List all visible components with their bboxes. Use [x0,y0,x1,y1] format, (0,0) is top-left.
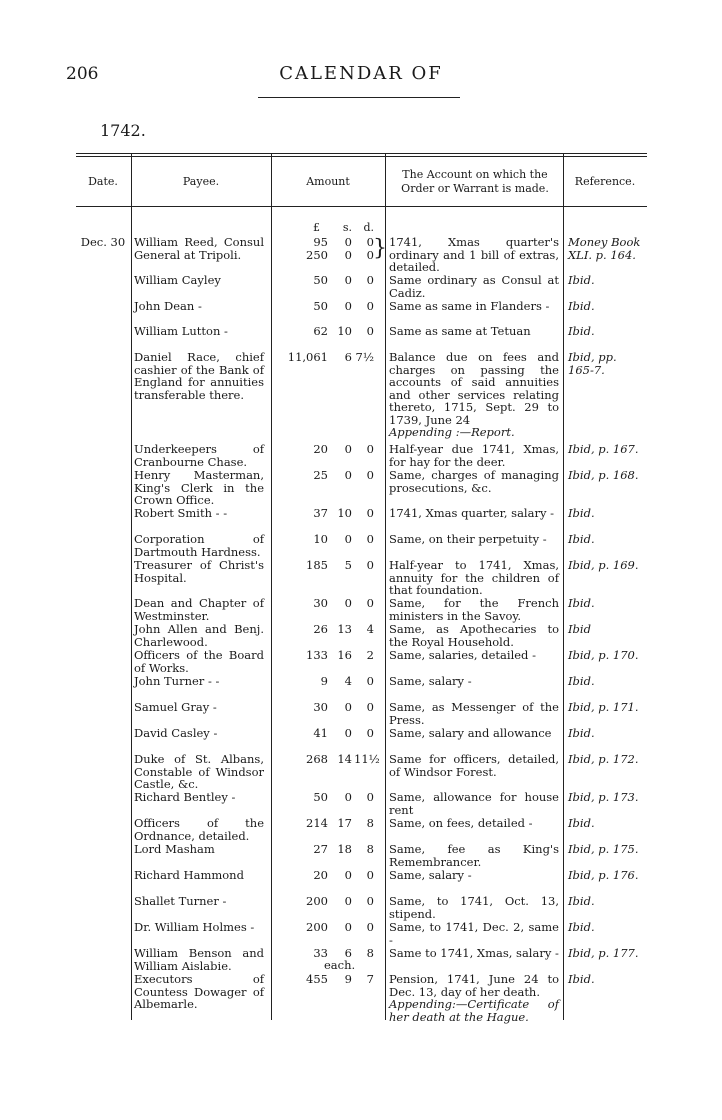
pounds-value: 50 [313,790,328,804]
reference-text: Ibid, pp. 165-7. [568,350,617,377]
pounds-value: 200 [306,894,328,908]
payee-name: William Lutton - [134,324,228,338]
account-text [389,895,559,920]
pounds-value: 185 [306,558,328,572]
account-description: 1741, Xmas quarter's ordinary and 1 bill of extras, detailed. [389,235,559,274]
pounds-value: 50 [313,299,328,313]
pounds-value: 30 [313,700,328,714]
reference-text: Ibid. [568,674,595,688]
payee-name: Henry Masterman, King's Clerk in the Crown Office. [134,468,264,507]
account-text [389,701,559,726]
column-divider [271,154,272,1020]
account-text [389,649,559,662]
shillings-value: 0 [344,442,352,456]
account-text [389,675,559,688]
shillings-value: 9 [344,972,352,986]
pence-value: 2 [366,648,374,662]
shillings-value: 0 [344,596,352,610]
pence-value: 0 [366,558,374,572]
account-text [389,623,559,648]
pence-value: 8 [366,816,374,830]
pounds-value: 11,061 [287,350,328,364]
reference-text: Ibid, p. 173. [568,790,639,804]
shillings-symbol: s. [342,221,352,234]
account-description: Same as same in Flanders - [389,299,550,313]
account-text [389,947,559,960]
header-bottom-rule [76,206,647,207]
account-text [389,921,559,946]
shillings-value: 6 [344,946,352,960]
reference-text: Ibid. [568,273,595,287]
account-text [389,325,559,338]
account-description: Half-year to 1741, Xmas, annuity for the children of that foundation. [389,558,559,597]
pence-symbol: d. [363,221,374,234]
payee-name: Lord Masham [134,842,215,856]
pounds-value: 9 [320,674,328,688]
pounds-value: 20 [313,868,328,882]
shillings-value: 13 [337,622,352,636]
shillings-value: 0 0 [344,235,352,262]
payee-name: Duke of St. Albans, Constable of Windsor Castle, &c. [134,752,264,791]
payee-name: David Casley - [134,726,218,740]
pounds-value: 20 [313,442,328,456]
pounds-value: 200 [306,920,328,934]
account-description: Same, allowance for house rent [389,790,559,817]
shillings-value: 4 [344,674,352,688]
shillings-value: 0 [344,726,352,740]
account-text [389,469,559,494]
account-text [389,236,559,274]
shillings-value: 0 [344,273,352,287]
pounds-value: 41 [313,726,328,740]
shillings-value: 0 [344,790,352,804]
account-text [389,559,559,597]
pounds-value: 25 [313,468,328,482]
reference-text: Ibid, p. 170. [568,648,639,662]
appending-note: Appending:—Certificate of her death at the Hague. [389,997,559,1024]
shillings-value: 10 [337,506,352,520]
title-rule [258,97,460,98]
entry-date: Dec. 30 [80,235,126,249]
pence-value: 0 [366,273,374,287]
payee-name: Daniel Race, chief cashier of the Bank of England for annuities transferable there. [134,350,264,402]
header-date: Date. [88,175,118,188]
reference-text: Ibid, p. 169. [568,558,639,572]
pence-value: 0 [366,299,374,313]
reference-text: Ibid, p. 171. [568,700,639,714]
account-description: Same, salary and allowance [389,726,552,740]
amount-each-note: each. [324,958,356,972]
pounds-value: 26 [313,622,328,636]
column-divider [131,154,132,1020]
account-description: Same as same at Tetuan [389,324,531,338]
header-account: The Account on which the Order or Warrant is made. [401,168,549,195]
reference-text: Ibid. [568,506,595,520]
pence-value: 0 [366,532,374,546]
shillings-value: 5 [344,558,352,572]
account-text [389,507,559,520]
account-text [389,533,559,546]
account-description: Same, charges of managing prosecutions, &c. [389,468,559,495]
payee-name: Officers of the Board of Works. [134,648,264,675]
pence-value: 0 [366,700,374,714]
reference-text: Ibid. [568,920,595,934]
pence-value: 7 [366,972,374,986]
payee-name: Underkeepers of Cranbourne Chase. [134,442,264,469]
header-reference: Reference. [574,175,636,188]
pounds-value: 33 [313,946,328,960]
account-text [389,443,559,468]
account-text [389,843,559,868]
pounds-value: 62 [313,324,328,338]
column-divider [385,154,386,1020]
pence-value: 0 [366,506,374,520]
payee-name: Executors of Countess Dowager of Albemarle. [134,972,264,1011]
account-text [389,817,559,830]
payee-name: John Allen and Benj. Charlewood. [134,622,264,649]
shillings-value: 0 [344,920,352,934]
reference-text: Ibid, p. 177. [568,946,639,960]
reference-text: Ibid. [568,972,595,986]
account-description: 1741, Xmas quarter, salary - [389,506,555,520]
payee-name: John Dean - [134,299,202,313]
reference-text: Ibid, p. 168. [568,468,639,482]
payee-name: Treasurer of Christ's Hospital. [134,558,264,585]
payee-name: Richard Bentley - [134,790,236,804]
shillings-value: 0 [344,468,352,482]
pence-value: 7½ [355,350,374,364]
pence-value: 0 [366,790,374,804]
header-payee: Payee. [182,175,220,188]
pence-value: 0 [366,442,374,456]
pounds-value: 268 [306,752,328,766]
pence-value: 0 [366,920,374,934]
account-text [389,597,559,622]
pence-value: 8 [366,946,374,960]
payee-name: Officers of the Ordnance, detailed. [134,816,264,843]
payee-name: William Benson and William Aislabie. [134,946,264,973]
pence-value: 0 [366,324,374,338]
pence-value: 0 [366,726,374,740]
account-description: Same, to 1741, Oct. 13, stipend. [389,894,559,921]
reference-text: Ibid, p. 176. [568,868,639,882]
amount-brace: } [373,236,387,261]
pounds-value: 455 [306,972,328,986]
account-description: Same, salary - [389,674,472,688]
shillings-value: 14 [337,752,352,766]
reference-text: Ibid, p. 172. [568,752,639,766]
payee-name: Samuel Gray - [134,700,217,714]
account-text [389,869,559,882]
column-divider [563,154,564,1020]
account-description: Pension, 1741, June 24 to Dec. 13, day of her death. [389,972,559,999]
account-description: Same, salaries, detailed - [389,648,536,662]
reference-text: Ibid. [568,299,595,313]
account-description: Same, as Messenger of the Press. [389,700,559,727]
year-heading: 1742. [100,121,146,140]
payee-name: Robert Smith - - [134,506,228,520]
payee-name: Dr. William Holmes - [134,920,255,934]
pounds-value: 37 [313,506,328,520]
shillings-value: 17 [337,816,352,830]
reference-text: Ibid, p. 167. [568,442,639,456]
shillings-value: 16 [337,648,352,662]
reference-text: Ibid. [568,816,595,830]
account-text [389,973,559,1023]
pounds-value: 133 [306,648,328,662]
account-text [389,274,559,299]
account-description: Balance due on fees and charges on passing the accounts of said annuities and other services relating thereto, 1715, Sept. 29 to 1739, June 24 [389,350,559,427]
pounds-value: 10 [313,532,328,546]
currency-header [276,221,384,235]
reference-text: Money Book XLI. p. 164. [568,235,641,262]
pence-value: 4 [366,622,374,636]
pence-value: 8 [366,842,374,856]
account-description: Same, salary - [389,868,472,882]
shillings-value: 0 [344,532,352,546]
payee-name: Shallet Turner - [134,894,227,908]
reference-text: Ibid. [568,726,595,740]
reference-text: Ibid. [568,324,595,338]
pence-value: 0 0 [366,235,374,262]
account-description: Same ordinary as Consul at Cadiz. [389,273,559,300]
payee-name: William Cayley [134,273,221,287]
shillings-value: 6 [344,350,352,364]
pounds-value: 214 [306,816,328,830]
account-text [389,351,559,439]
pounds-symbol: £ [313,221,320,234]
page-number: 206 [66,64,99,84]
pence-value: 0 [366,674,374,688]
account-description: Same for officers, detailed, of Windsor Forest. [389,752,559,779]
payee-name: Richard Hammond [134,868,244,882]
reference-text: Ibid, p. 175. [568,842,639,856]
shillings-value: 0 [344,894,352,908]
account-description: Same, on their perpetuity - [389,532,547,546]
pence-value: 0 [366,868,374,882]
account-text [389,753,559,778]
shillings-value: 10 [337,324,352,338]
appending-note: Appending :—Report. [389,425,515,439]
payee-name: John Turner - - [134,674,220,688]
account-description: Same to 1741, Xmas, salary - [389,946,559,960]
pounds-value: 95 250 [306,235,328,262]
shillings-value: 18 [337,842,352,856]
account-description: Same, to 1741, Dec. 2, same - [389,920,559,947]
pence-value: 0 [366,894,374,908]
pence-value: 11½ [354,752,380,766]
payee-name: William Reed, Consul General at Tripoli. [134,235,264,262]
running-title: CALENDAR OF [279,63,443,84]
header-amount: Amount [306,175,350,188]
pounds-value: 50 [313,273,328,287]
account-description: Half-year due 1741, Xmas, for hay for the deer. [389,442,559,469]
pence-value: 0 [366,468,374,482]
payee-name: Dean and Chapter of Westminster. [134,596,264,623]
account-description: Same, as Apothecaries to the Royal Household. [389,622,559,649]
account-description: Same, fee as King's Remembrancer. [389,842,559,869]
table-top-rule-2 [76,156,647,157]
account-description: Same, for the French ministers in the Savoy. [389,596,559,623]
reference-text: Ibid. [568,532,595,546]
shillings-value: 0 [344,700,352,714]
pounds-value: 30 [313,596,328,610]
account-text [389,727,559,740]
shillings-value: 0 [344,868,352,882]
account-description: Same, on fees, detailed - [389,816,533,830]
reference-text: Ibid [568,622,591,636]
pounds-value: 27 [313,842,328,856]
reference-text: Ibid. [568,596,595,610]
account-text [389,791,559,816]
table-top-rule [76,153,647,154]
payee-name: Corporation of Dartmouth Hardness. [134,532,264,559]
reference-text: Ibid. [568,894,595,908]
shillings-value: 0 [344,299,352,313]
account-text [389,300,559,313]
pence-value: 0 [366,596,374,610]
